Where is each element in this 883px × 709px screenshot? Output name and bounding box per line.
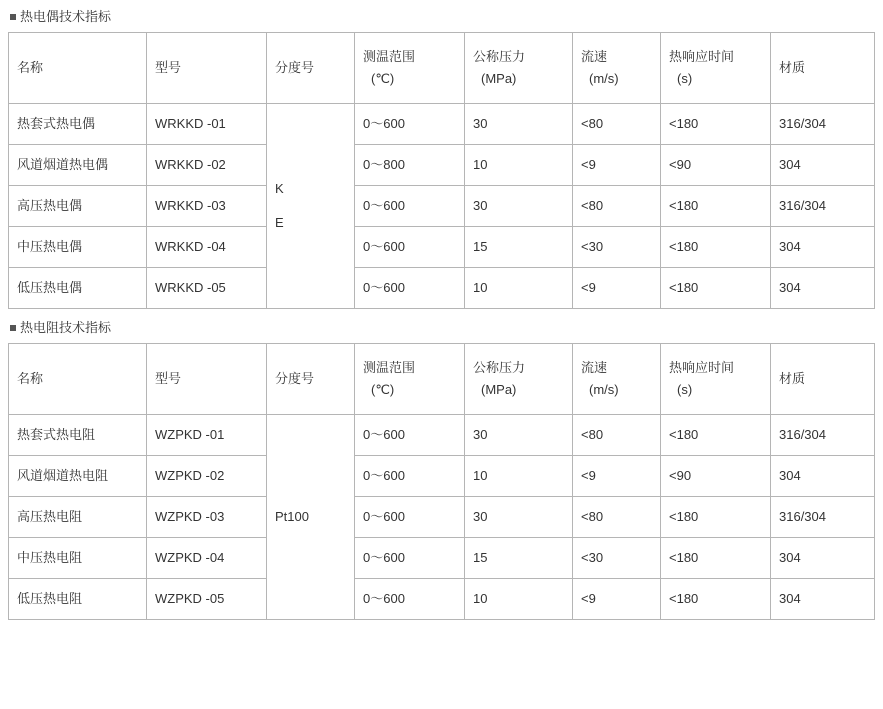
cell-model: WRKKD -05 [147,268,267,309]
cell-range: 0～600 [355,538,465,579]
header-material: 材质 [771,344,875,415]
table-row [9,456,875,497]
header-grade: 分度号 [267,344,355,415]
header-range-unit: (℃) [371,71,395,86]
cell-material: 316/304 [771,186,875,227]
cell-model: WZPKD -02 [147,456,267,497]
cell-speed: <9 [573,268,661,309]
cell-pressure: 10 [465,145,573,186]
header-range [355,344,465,415]
cell-speed: <9 [573,145,661,186]
cell-range: 0～600 [355,456,465,497]
header-pressure-unit: (MPa) [481,382,517,397]
section-title-rtd [10,319,875,337]
cell-model: WZPKD -03 [147,497,267,538]
cell-pressure: 30 [465,497,573,538]
cell-name: 热套式热电阻 [9,415,147,456]
table-row [9,227,875,268]
cell-speed: <9 [573,579,661,620]
cell-pressure: 30 [465,104,573,145]
cell-pressure: 30 [465,186,573,227]
cell-speed: <80 [573,186,661,227]
cell-model: WRKKD -02 [147,145,267,186]
header-name: 名称 [9,33,147,104]
grade-line-2: E [275,215,284,230]
cell-name: 风道烟道热电偶 [9,145,147,186]
table-row [9,268,875,309]
cell-range: 0～600 [355,104,465,145]
cell-pressure: 15 [465,538,573,579]
cell-speed: <80 [573,415,661,456]
header-model: 型号 [147,33,267,104]
table-header-row [9,344,875,415]
cell-material: 304 [771,268,875,309]
cell-pressure: 10 [465,456,573,497]
cell-speed: <80 [573,497,661,538]
cell-response: <180 [661,579,771,620]
header-range-main: 测温范围 [363,360,416,375]
cell-speed: <30 [573,227,661,268]
cell-response: <180 [661,104,771,145]
table-row [9,186,875,227]
cell-response: <90 [661,145,771,186]
cell-response: <180 [661,268,771,309]
header-material: 材质 [771,33,875,104]
cell-material: 316/304 [771,415,875,456]
cell-speed: <9 [573,456,661,497]
grade-line-1: K [275,181,284,196]
cell-response: <90 [661,456,771,497]
table-row [9,104,875,145]
cell-name: 热套式热电偶 [9,104,147,145]
cell-grade-merged [267,104,355,309]
header-response-main: 热响应时间 [669,360,735,375]
header-range [355,33,465,104]
cell-name: 低压热电阻 [9,579,147,620]
cell-name: 高压热电阻 [9,497,147,538]
header-speed-unit: (m/s) [589,382,619,397]
cell-model: WZPKD -01 [147,415,267,456]
cell-model: WZPKD -05 [147,579,267,620]
cell-range: 0～600 [355,186,465,227]
cell-range: 0～600 [355,579,465,620]
table-header-row [9,33,875,104]
header-speed-main: 流速 [581,360,608,375]
header-pressure-main: 公称压力 [473,360,526,375]
header-response-unit: (s) [677,71,693,86]
thermocouple-spec-table [8,32,875,309]
header-range-main: 测温范围 [363,49,416,64]
grade-line-1: Pt100 [275,509,309,524]
section-title-text: 热电偶技术指标 [20,9,112,24]
table-row [9,145,875,186]
header-response [661,344,771,415]
cell-name: 低压热电偶 [9,268,147,309]
section-title-thermocouple [10,8,875,26]
square-bullet-icon [10,14,16,20]
header-range-unit: (℃) [371,382,395,397]
cell-response: <180 [661,186,771,227]
cell-material: 304 [771,456,875,497]
cell-model: WRKKD -04 [147,227,267,268]
header-pressure [465,344,573,415]
cell-response: <180 [661,415,771,456]
cell-name: 中压热电阻 [9,538,147,579]
header-speed-unit: (m/s) [589,71,619,86]
cell-name: 中压热电偶 [9,227,147,268]
header-pressure-main: 公称压力 [473,49,526,64]
cell-model: WZPKD -04 [147,538,267,579]
cell-material: 316/304 [771,104,875,145]
header-pressure [465,33,573,104]
cell-range: 0～600 [355,497,465,538]
cell-grade-merged [267,415,355,620]
table-row [9,415,875,456]
cell-pressure: 10 [465,268,573,309]
table-row [9,497,875,538]
cell-range: 0～600 [355,268,465,309]
cell-name: 高压热电偶 [9,186,147,227]
cell-range: 0～600 [355,415,465,456]
header-pressure-unit: (MPa) [481,71,517,86]
cell-range: 0～600 [355,227,465,268]
table-row [9,579,875,620]
cell-material: 304 [771,145,875,186]
cell-speed: <80 [573,104,661,145]
header-grade: 分度号 [267,33,355,104]
section-title-text: 热电阻技术指标 [20,320,112,335]
cell-range: 0～800 [355,145,465,186]
rtd-spec-table [8,343,875,620]
cell-name: 风道烟道热电阻 [9,456,147,497]
cell-material: 304 [771,538,875,579]
cell-speed: <30 [573,538,661,579]
cell-pressure: 30 [465,415,573,456]
table-row [9,538,875,579]
square-bullet-icon [10,325,16,331]
cell-model: WRKKD -01 [147,104,267,145]
header-response [661,33,771,104]
cell-response: <180 [661,538,771,579]
cell-response: <180 [661,497,771,538]
header-response-main: 热响应时间 [669,49,735,64]
cell-material: 316/304 [771,497,875,538]
header-model: 型号 [147,344,267,415]
cell-model: WRKKD -03 [147,186,267,227]
cell-material: 304 [771,227,875,268]
header-name: 名称 [9,344,147,415]
cell-pressure: 10 [465,579,573,620]
cell-pressure: 15 [465,227,573,268]
header-speed [573,344,661,415]
header-response-unit: (s) [677,382,693,397]
header-speed [573,33,661,104]
header-speed-main: 流速 [581,49,608,64]
cell-material: 304 [771,579,875,620]
cell-response: <180 [661,227,771,268]
